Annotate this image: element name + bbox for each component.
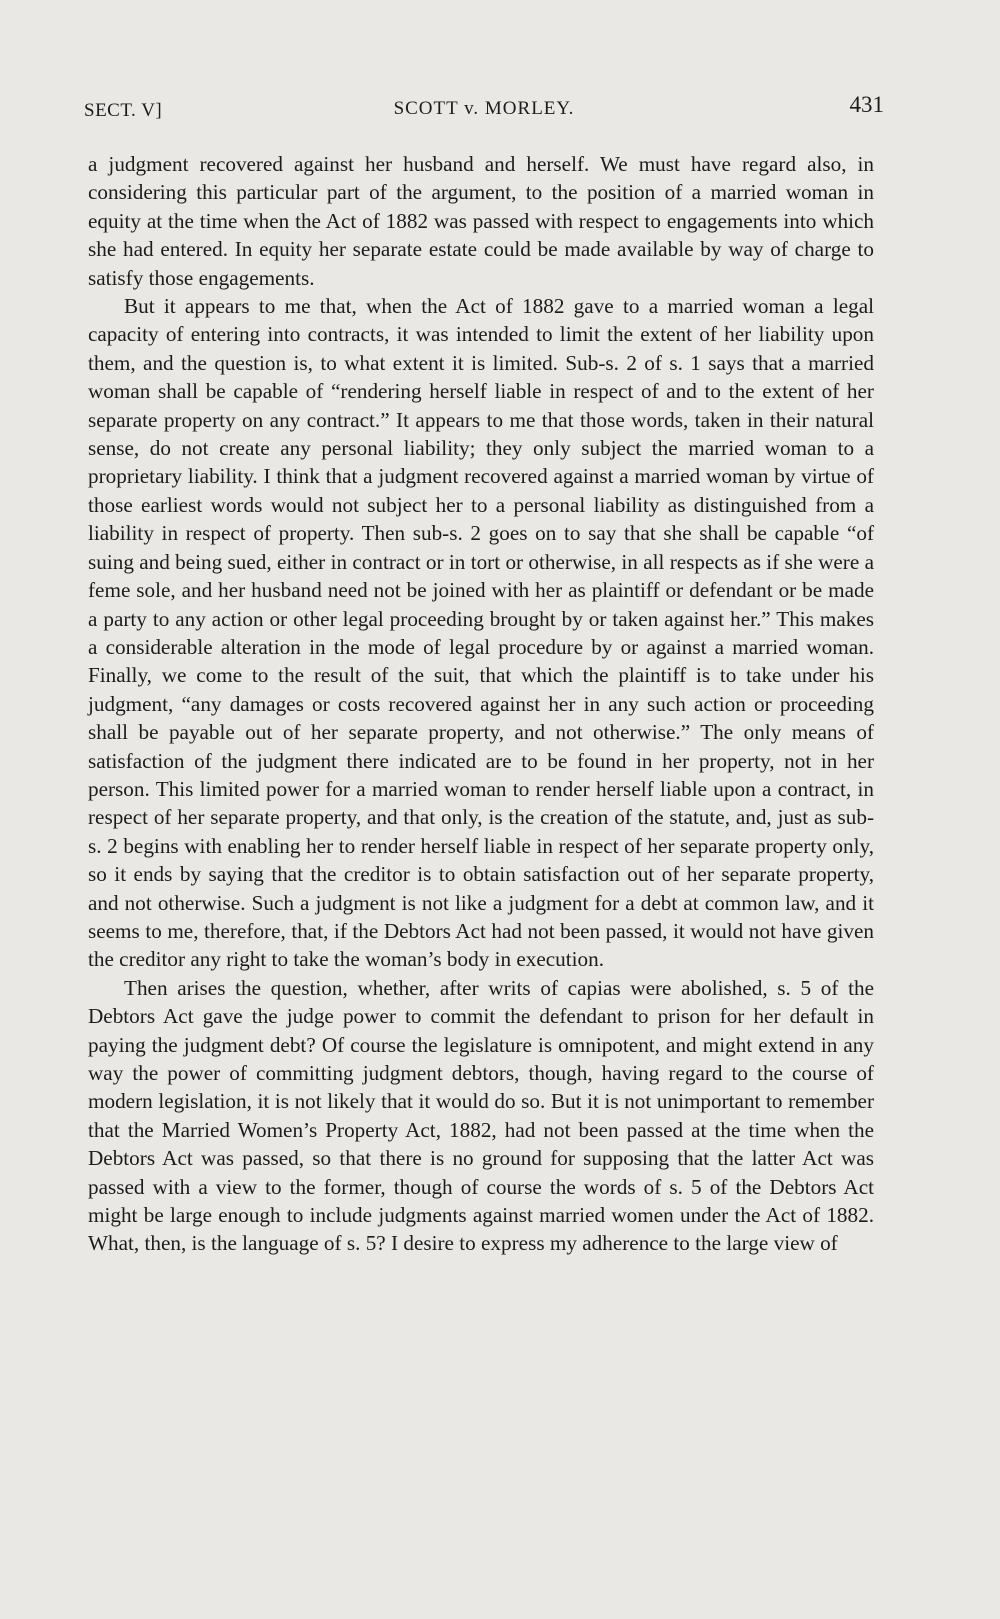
page-body <box>88 150 874 1258</box>
paragraph: But it appears to me that, when the Act of 1882 gave to a married woman a legal capacity of entering into contracts, it was intended to limit the extent of her liability upon them, and the question is, to what extent it is limited. Sub-s. 2 of s. 1 says that a married woman shall be capable of “rendering herself liable in respect of and to the extent of her separate property on any contract.” It appears to me that those words, taken in their natural sense, do not create any personal liability; they only subject the married woman to a proprietary liability. I think that a judgment recovered against a married woman by virtue of those earliest words would not subject her to a personal liability as distinguished from a liability in respect of property. Then sub-s. 2 goes on to say that she shall be capable “of suing and being sued, either in contract or in tort or otherwise, in all respects as if she were a feme sole, and her husband need not be joined with her as plaintiff or defendant or be made a party to any action or other legal proceeding brought by or taken against her.” This makes a considerable alteration in the mode of legal procedure by or against a married woman. Finally, we come to the result of the suit, that which the plaintiff is to take under his judgment, “any damages or costs recovered against her in any such action or proceeding shall be payable out of her separate property, and not otherwise.” The only means of satisfaction of the judgment there indicated are to be found in her property, not in her person. This limited power for a married woman to render herself liable upon a contract, in respect of her separate property, and that only, is the creation of the statute, and, just as sub-s. 2 begins with enabling her to render herself liable in respect of her separate property only, so it ends by saying that the creditor is to obtain satisfaction out of her separate property, and not otherwise. Such a judgment is not like a judgment for a debt at common law, and it seems to me, therefore, that, if the Debtors Act had not been passed, it would not have given the creditor any right to take the woman’s body in execution. <box>88 294 874 972</box>
paragraph: Then arises the question, whether, after writs of capias were abolished, s. 5 of the Debtors Act gave the judge power to commit the defendant to prison for her default in paying the judgment debt? Of course the legislature is omnipotent, and might extend in any way the power of committing judgment debtors, though, having regard to the course of modern legislation, it is not likely that it would do so. But it is not unimportant to remember that the Married Women’s Property Act, 1882, had not been passed at the time when the Debtors Act was passed, so that there is no ground for supposing that the latter Act was passed with a view to the former, though of course the words of s. 5 of the Debtors Act might be large enough to include judgments against married women under the Act of 1882. What, then, is the language of s. 5? I desire to express my adherence to the large view of <box>88 975 874 1256</box>
page-number: 431 <box>849 92 884 117</box>
case-title: SCOTT v. MORLEY. <box>393 98 575 119</box>
section-label: SECT. V] <box>84 100 163 121</box>
paragraph-continued: a judgment recovered against her husband and herself. We must have regard also, in considering this particular part of the argument, to the position of a married woman in equity at the time when the Act of 1882 was passed with respect to engagements into which she had entered. In equity her separate estate could be made available by way of charge to satisfy those engagements. <box>88 152 874 290</box>
running-header <box>84 92 884 126</box>
